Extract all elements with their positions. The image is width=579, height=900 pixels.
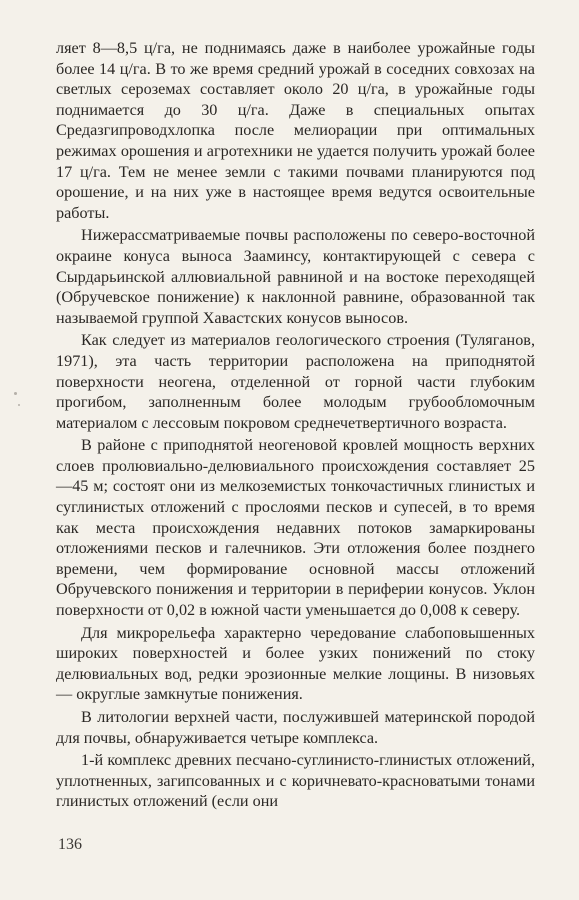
paper-speck xyxy=(14,392,17,395)
paragraph-continued: ляет 8—8,5 ц/га, не поднимаясь даже в наиболее урожайные годы более 14 ц/га. В то же время средний урожай в соседних совхозах на светлых сероземах составляет около 20 ц/га, в урожайные годы поднимается до 30 ц/га. Даже в специальных опытах Средазгипроводхлопка после мелиорации при оптимальных режимах орошения и агротехники не удается получить урожай более 17 ц/га. Тем не менее земли с такими почвами планируются под орошение, и на них уже в настоящее время ведутся освоительные работы. xyxy=(56,39,535,222)
body-text xyxy=(56,38,535,812)
paragraph: Для микрорельефа характерно чередование слабоповышенных широких поверхностей и более узких понижений по стоку делювиальных вод, редки эрозионные мелкие лощины. В низовьях — округлые замкнутые понижения. xyxy=(56,623,535,704)
paragraph: Как следует из материалов геологического строения (Туляганов, 1971), эта часть территории расположена на приподнятой поверхности неогена, отделенной от горной части глубоким прогибом, заполненным более молодым грубообломочным материалом с лессовым покровом среднечетвертичного возраста. xyxy=(56,331,535,432)
paper-speck xyxy=(18,404,20,406)
paragraph: В литологии верхней части, послужившей материнской породой для почвы, обнаруживается четыре комплекса. xyxy=(56,708,535,747)
page-number: 136 xyxy=(58,836,82,853)
paragraph: Нижерассматриваемые почвы расположены по северо-восточной окраине конуса выноса Зааминсу, контактирующей с севера с Сырдарьинской аллювиальной равниной и на востоке переходящей (Обручевское понижение) к наклонной равнине, образованной так называемой группой Хавастских конусов выносов. xyxy=(56,226,535,327)
paragraph-cut-off: 1-й комплекс древних песчано-суглинисто-глинистых отложений, уплотненных, загипсованных и с коричневато-красноватыми тонами глинистых отложений (если они xyxy=(56,751,535,811)
paragraph: В районе с приподнятой неогеновой кровлей мощность верхних слоев пролювиально-делювиального происхождения составляет 25—45 м; состоят они из мелкоземистых тонкочастичных глинистых и суглинистых отложений с прослоями песков и супесей, в то время как места происхождения недавних потоков замаркированы отложениями песков и галечников. Эти отложения более позднего времени, чем формирование основной массы отложений Обручевского понижения и территории в периферии конусов. Уклон поверхности от 0,02 в южной части уменьшается до 0,008 к северу. xyxy=(56,436,535,620)
